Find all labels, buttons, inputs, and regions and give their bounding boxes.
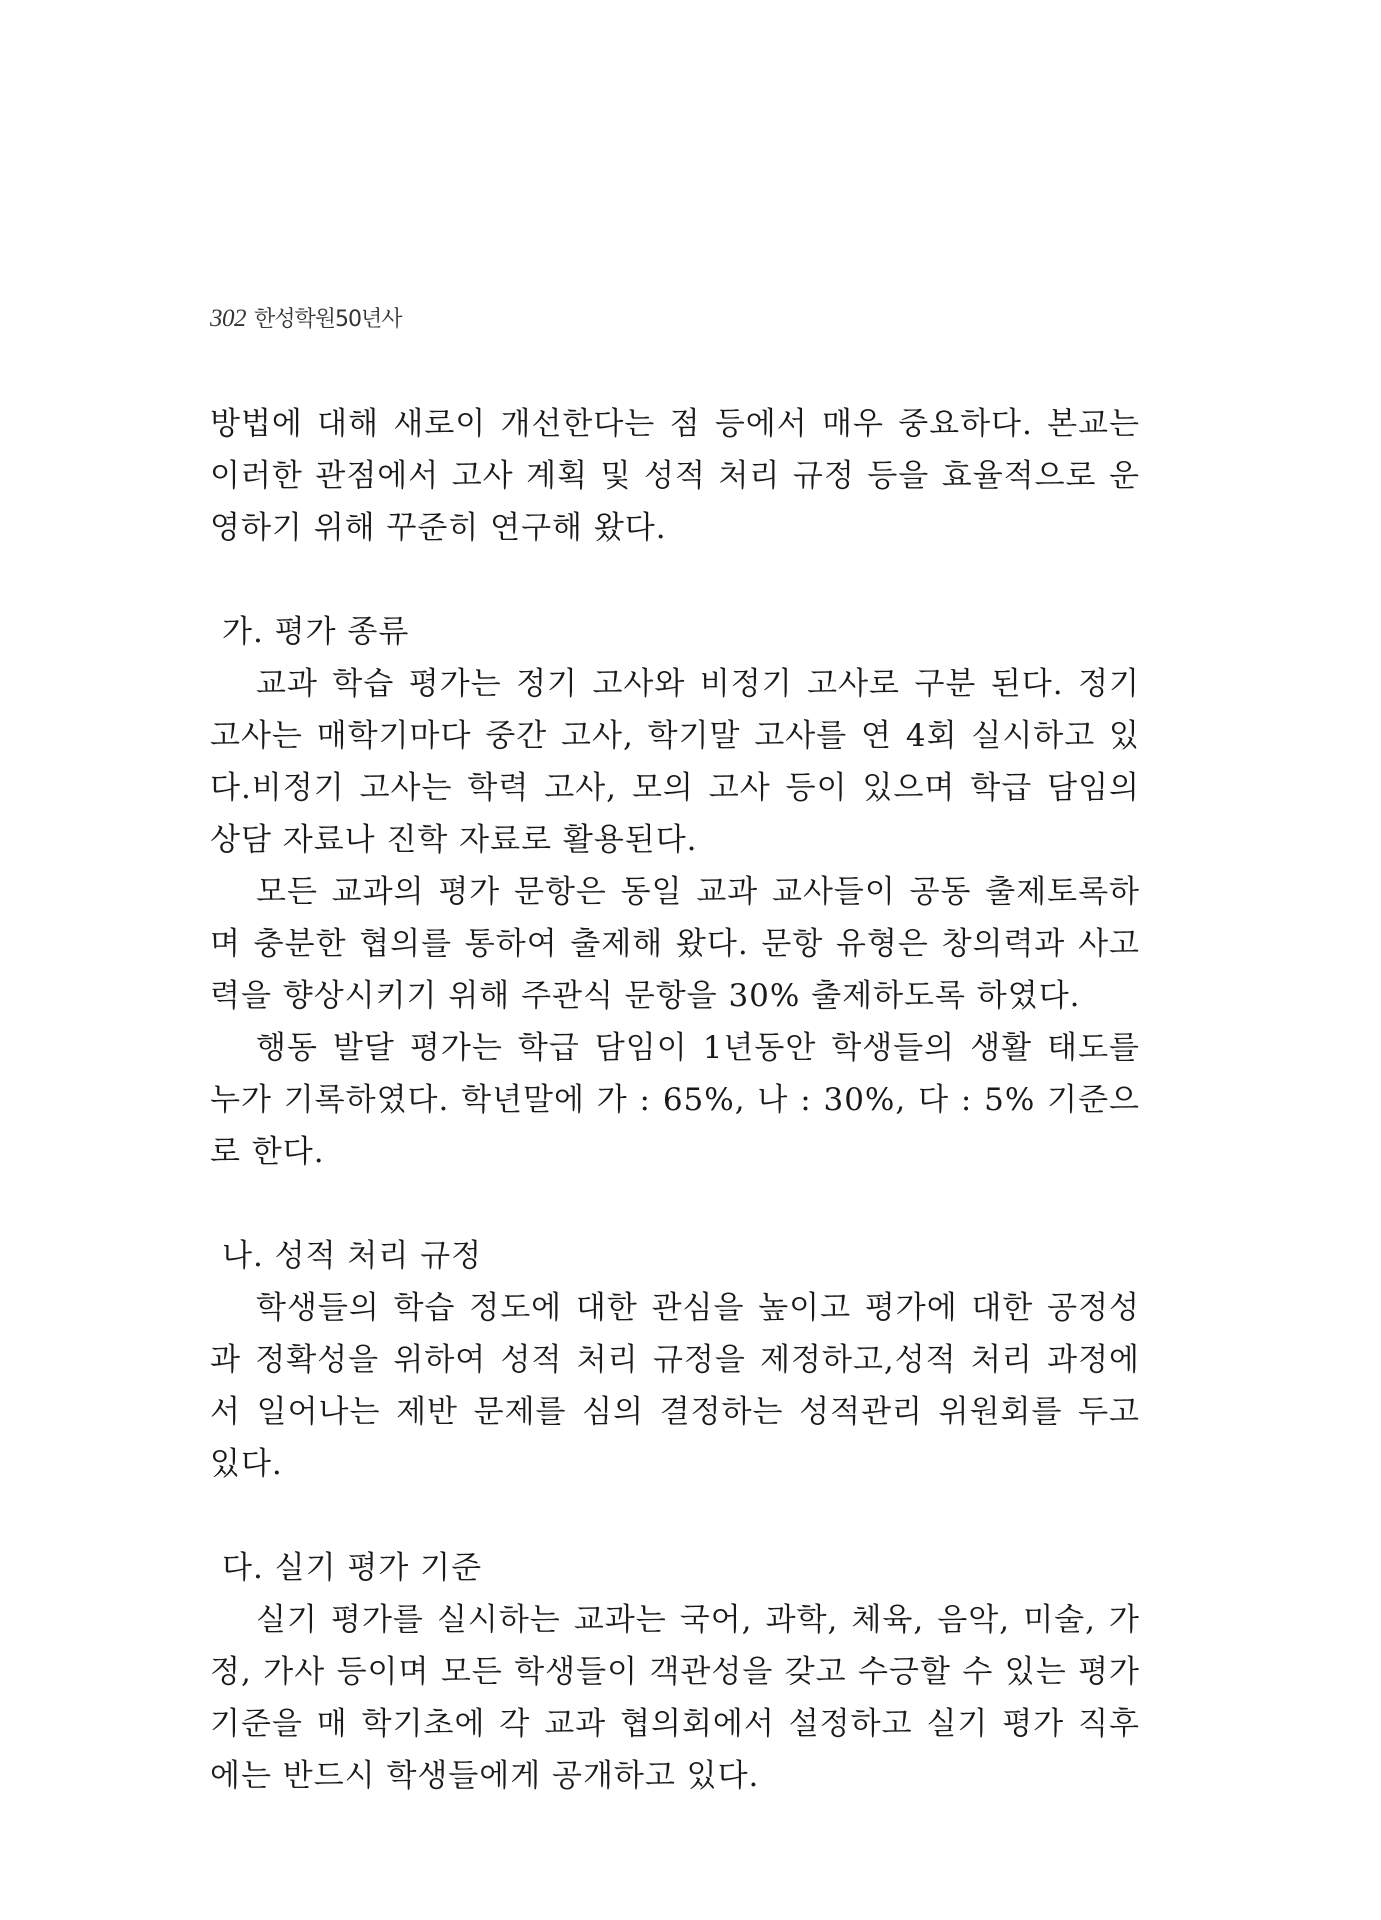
section-heading: 다. 실기 평가 기준	[222, 1550, 483, 1586]
section-grade-processing-rules	[210, 1230, 1140, 1490]
paragraph: 실기 평가를 실시하는 교과는 국어, 과학, 체육, 음악, 미술, 가정, 가사 등이며 모든 학생들이 객관성을 갖고 수긍할 수 있는 평가 기준을 매 학기초에 각 교과 협의회에서 설정하고 실기 평가 직후에는 반드시 학생들에게 공개하고 있다.	[210, 1602, 1140, 1794]
paragraph: 모든 교과의 평가 문항은 동일 교과 교사들이 공동 출제토록하며 충분한 협의를 통하여 출제해 왔다. 문항 유형은 창의력과 사고력을 향상시키기 위해 주관식 문항을 30% 출제하도록 하였다.	[210, 874, 1140, 1014]
section-practical-evaluation-criteria	[210, 1542, 1140, 1802]
paragraph: 행동 발달 평가는 학급 담임이 1년동안 학생들의 생활 태도를 누가 기록하였다. 학년말에 가 : 65%, 나 : 30%, 다 : 5% 기준으로 한다.	[210, 1030, 1140, 1170]
section-evaluation-types	[210, 606, 1140, 1178]
body-text	[210, 398, 1140, 1802]
intro-paragraph: 방법에 대해 새로이 개선한다는 점 등에서 매우 중요하다. 본교는 이러한 관점에서 고사 계획 및 성적 처리 규정 등을 효율적으로 운영하기 위해 꾸준히 연구해 왔다.	[210, 406, 1140, 546]
page-number: 302	[210, 305, 246, 332]
section-heading: 가. 평가 종류	[222, 614, 410, 650]
book-title: 한성학원50년사	[254, 307, 402, 332]
section-heading: 나. 성적 처리 규정	[222, 1238, 483, 1274]
paragraph: 학생들의 학습 정도에 대한 관심을 높이고 평가에 대한 공정성과 정확성을 위하여 성적 처리 규정을 제정하고,성적 처리 과정에서 일어나는 제반 문제를 심의 결정하는 성적관리 위원회를 두고 있다.	[210, 1290, 1140, 1482]
paragraph: 교과 학습 평가는 정기 고사와 비정기 고사로 구분 된다. 정기 고사는 매학기마다 중간 고사, 학기말 고사를 연 4회 실시하고 있다.비정기 고사는 학력 고사, 모의 고사 등이 있으며 학급 담임의 상담 자료나 진학 자료로 활용된다.	[210, 666, 1140, 858]
running-header	[210, 302, 402, 333]
